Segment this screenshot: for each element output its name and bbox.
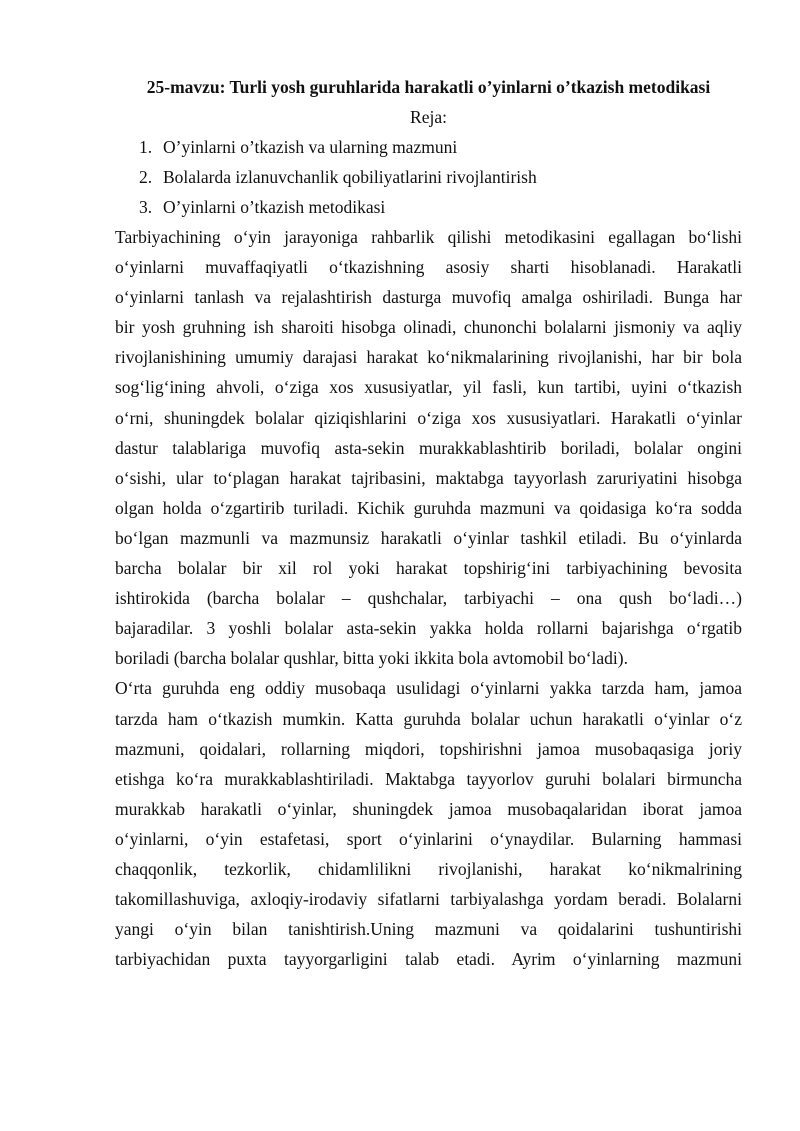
plan-item-number: 3.: [139, 197, 153, 217]
document-page: [115, 72, 742, 974]
paragraph-line: olgan holda o‘zgartirib turiladi. Kichik guruhda mazmuni va qoidasiga ko‘ra sodda: [115, 497, 742, 518]
plan-item-number: 2.: [139, 167, 153, 187]
paragraph-line: bo‘lgan mazmunli va mazmunsiz harakatli o‘yinlar tashkil etiladi. Bu o‘yinlarda: [115, 527, 742, 548]
paragraph-line: mazmuni, qoidalari, rollarning miqdori, topshirishni jamoa musobaqasiga joriy: [115, 738, 742, 759]
paragraph-line: takomillashuviga, axloqiy-irodaviy sifatlarni tarbiyalashga yordam beradi. Bolalarni: [115, 889, 742, 910]
body-paragraph-1: [115, 222, 742, 673]
paragraph-line: murakkab harakatli o‘yinlar, shuningdek jamoa musobaqalaridan iborat jamoa: [115, 798, 742, 819]
paragraph-line: Tarbiyachining o‘yin jarayoniga rahbarlik qilishi metodikasini egallagan bo‘lishi: [115, 227, 742, 247]
paragraph-line: rivojlanishining umumiy darajasi harakat ko‘nikmalarining rivojlanishi, har bir bola: [115, 347, 742, 368]
body-paragraph-2: [115, 673, 742, 974]
plan-item-text: O’yinlarni o’tkazish metodikasi: [163, 197, 386, 217]
paragraph-line: barcha bolalar bir xil rol yoki harakat topshirig‘ini tarbiyachining bevosita: [115, 558, 742, 579]
plan-item-text: O’yinlarni o’tkazish va ularning mazmuni: [163, 137, 458, 157]
plan-heading: Reja:: [410, 107, 447, 127]
paragraph-line: bir yosh gruhning ish sharoiti hisobga olinadi, chunonchi bolalarni jismoniy va aqliy: [115, 317, 742, 338]
paragraph-line: tarbiyachidan puxta tayyorgarligini talab etadi. Ayrim o‘yinlarning mazmuni: [115, 949, 742, 970]
plan-list: [115, 132, 742, 222]
paragraph-line: o‘yinlarni tanlash va rejalashtirish dasturga muvofiq amalga oshiriladi. Bunga har: [115, 287, 742, 308]
plan-item-text: Bolalarda izlanuvchanlik qobiliyatlarini rivojlantirish: [163, 167, 537, 187]
document-title: 25-mavzu: Turli yosh guruhlarida harakatli o’yinlarni o’tkazish metodikasi: [146, 77, 711, 97]
paragraph-line: O‘rta guruhda eng oddiy musobaqa usulidagi o‘yinlarni yakka tarzda ham, jamoa: [115, 678, 742, 699]
paragraph-line: ishtirokida (barcha bolalar – qushchalar, tarbiyachi – ona qush bo‘ladi…): [115, 588, 742, 609]
paragraph-line: o‘yinlarni muvaffaqiyatli o‘tkazishning asosiy sharti hisoblanadi. Harakatli: [115, 257, 742, 278]
paragraph-line: o‘sishi, ular to‘plagan harakat tajribasini, maktabga tayyorlash zaruriyatini hisobga: [115, 467, 742, 488]
paragraph-line: o‘rni, shuningdek bolalar qiziqishlarini o‘ziga xos xususiyatlari. Harakatli o‘yinlar: [115, 407, 742, 428]
paragraph-line: yangi o‘yin bilan tanishtirish.Uning mazmuni va qoidalarini tushuntirishi: [115, 919, 742, 940]
plan-item: [115, 162, 742, 192]
paragraph-line: etishga ko‘ra murakkablashtiriladi. Maktabga tayyorlov guruhi bolalari birmuncha: [115, 768, 742, 789]
plan-item: [115, 192, 742, 222]
paragraph-line: chaqqonlik, tezkorlik, chidamlilikni rivojlanishi, harakat ko‘nikmalrining: [115, 858, 742, 879]
paragraph-line: boriladi (barcha bolalar qushlar, bitta yoki ikkita bola avtomobil bo‘ladi).: [115, 648, 628, 669]
paragraph-line: o‘yinlarni, o‘yin estafetasi, sport o‘yinlarini o‘ynaydilar. Bularning hammasi: [115, 828, 742, 849]
plan-item-number: 1.: [139, 137, 153, 157]
plan-item: [115, 132, 742, 162]
paragraph-line: bajaradilar. 3 yoshli bolalar asta-sekin yakka holda rollarni bajarishga o‘rgatib: [115, 618, 742, 639]
paragraph-line: tarzda ham o‘tkazish mumkin. Katta guruhda bolalar uchun harakatli o‘yinlar o‘z: [115, 708, 742, 729]
paragraph-line: dastur talablariga muvofiq asta-sekin murakkablashtirib boriladi, bolalar ongini: [115, 437, 742, 458]
paragraph-line: sog‘lig‘ining ahvoli, o‘ziga xos xususiyatlar, yil fasli, kun tartibi, uyini o‘tkazish: [115, 377, 742, 398]
